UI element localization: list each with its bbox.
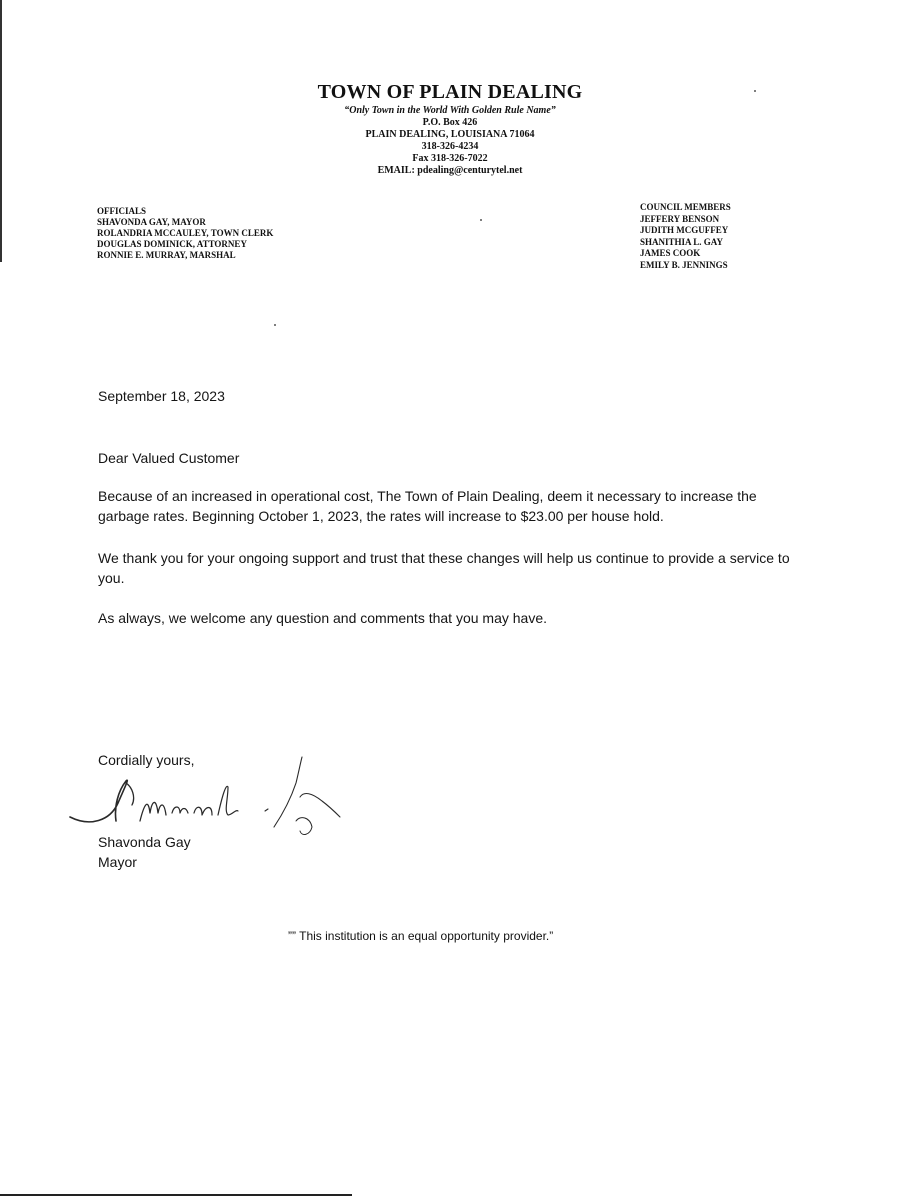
- council-member: JUDITH MCGUFFEY: [640, 225, 729, 235]
- council-list: [640, 202, 731, 271]
- official-name: RONNIE E. MURRAY, MARSHAL: [97, 250, 236, 260]
- council-member: EMILY B. JENNINGS: [640, 259, 728, 270]
- scan-speck: [480, 219, 482, 221]
- salutation: Dear Valued Customer: [98, 450, 240, 466]
- scan-speck: [754, 90, 756, 92]
- email: EMAIL: pdealing@centurytel.net: [377, 165, 523, 176]
- town-motto: “Only Town in the World With Golden Rule Name”: [344, 105, 556, 116]
- council-member: SHANITHIA L. GAY: [640, 236, 723, 247]
- phone: 318-326-4234: [421, 141, 479, 152]
- officials-heading: OFFICIALS: [97, 206, 147, 216]
- council-member: JAMES COOK: [640, 248, 701, 258]
- scan-speck: [274, 324, 276, 326]
- letterhead: [220, 80, 680, 177]
- closing: Cordially yours,: [98, 752, 195, 768]
- officials-list: [97, 206, 273, 261]
- paragraph-rate-increase: Because of an increased in operational cost, The Town of Plain Dealing, deem it necessary to increase the garbage rates. Beginning October 1, 2023, the rates will increase to $23.00 per house hold.: [98, 488, 757, 524]
- paragraph-thanks: We thank you for your ongoing support and trust that these changes will help us continue to provide a service to you.: [98, 550, 790, 586]
- footer-note: ”” This institution is an equal opportunity provider.”: [288, 929, 554, 943]
- city-state: PLAIN DEALING, LOUISIANA 71064: [365, 129, 535, 140]
- town-name: TOWN OF PLAIN DEALING: [317, 81, 583, 103]
- signer-name: Shavonda Gay: [98, 834, 191, 850]
- fax: Fax 318-326-7022: [412, 153, 488, 164]
- scan-edge-bottom: [0, 1194, 352, 1196]
- council-member: JEFFERY BENSON: [640, 213, 720, 224]
- council-heading: COUNCIL MEMBERS: [640, 202, 731, 212]
- paragraph-questions: As always, we welcome any question and comments that you may have.: [98, 610, 547, 626]
- official-name: ROLANDRIA MCCAULEY, TOWN CLERK: [97, 228, 274, 238]
- official-name: DOUGLAS DOMINICK, ATTORNEY: [97, 239, 247, 249]
- official-name: SHAVONDA GAY, MAYOR: [97, 217, 206, 227]
- scan-edge-left: [0, 0, 2, 262]
- po-box: P.O. Box 426: [422, 117, 478, 128]
- signer-title: Mayor: [98, 854, 137, 870]
- letter-date: September 18, 2023: [98, 388, 225, 404]
